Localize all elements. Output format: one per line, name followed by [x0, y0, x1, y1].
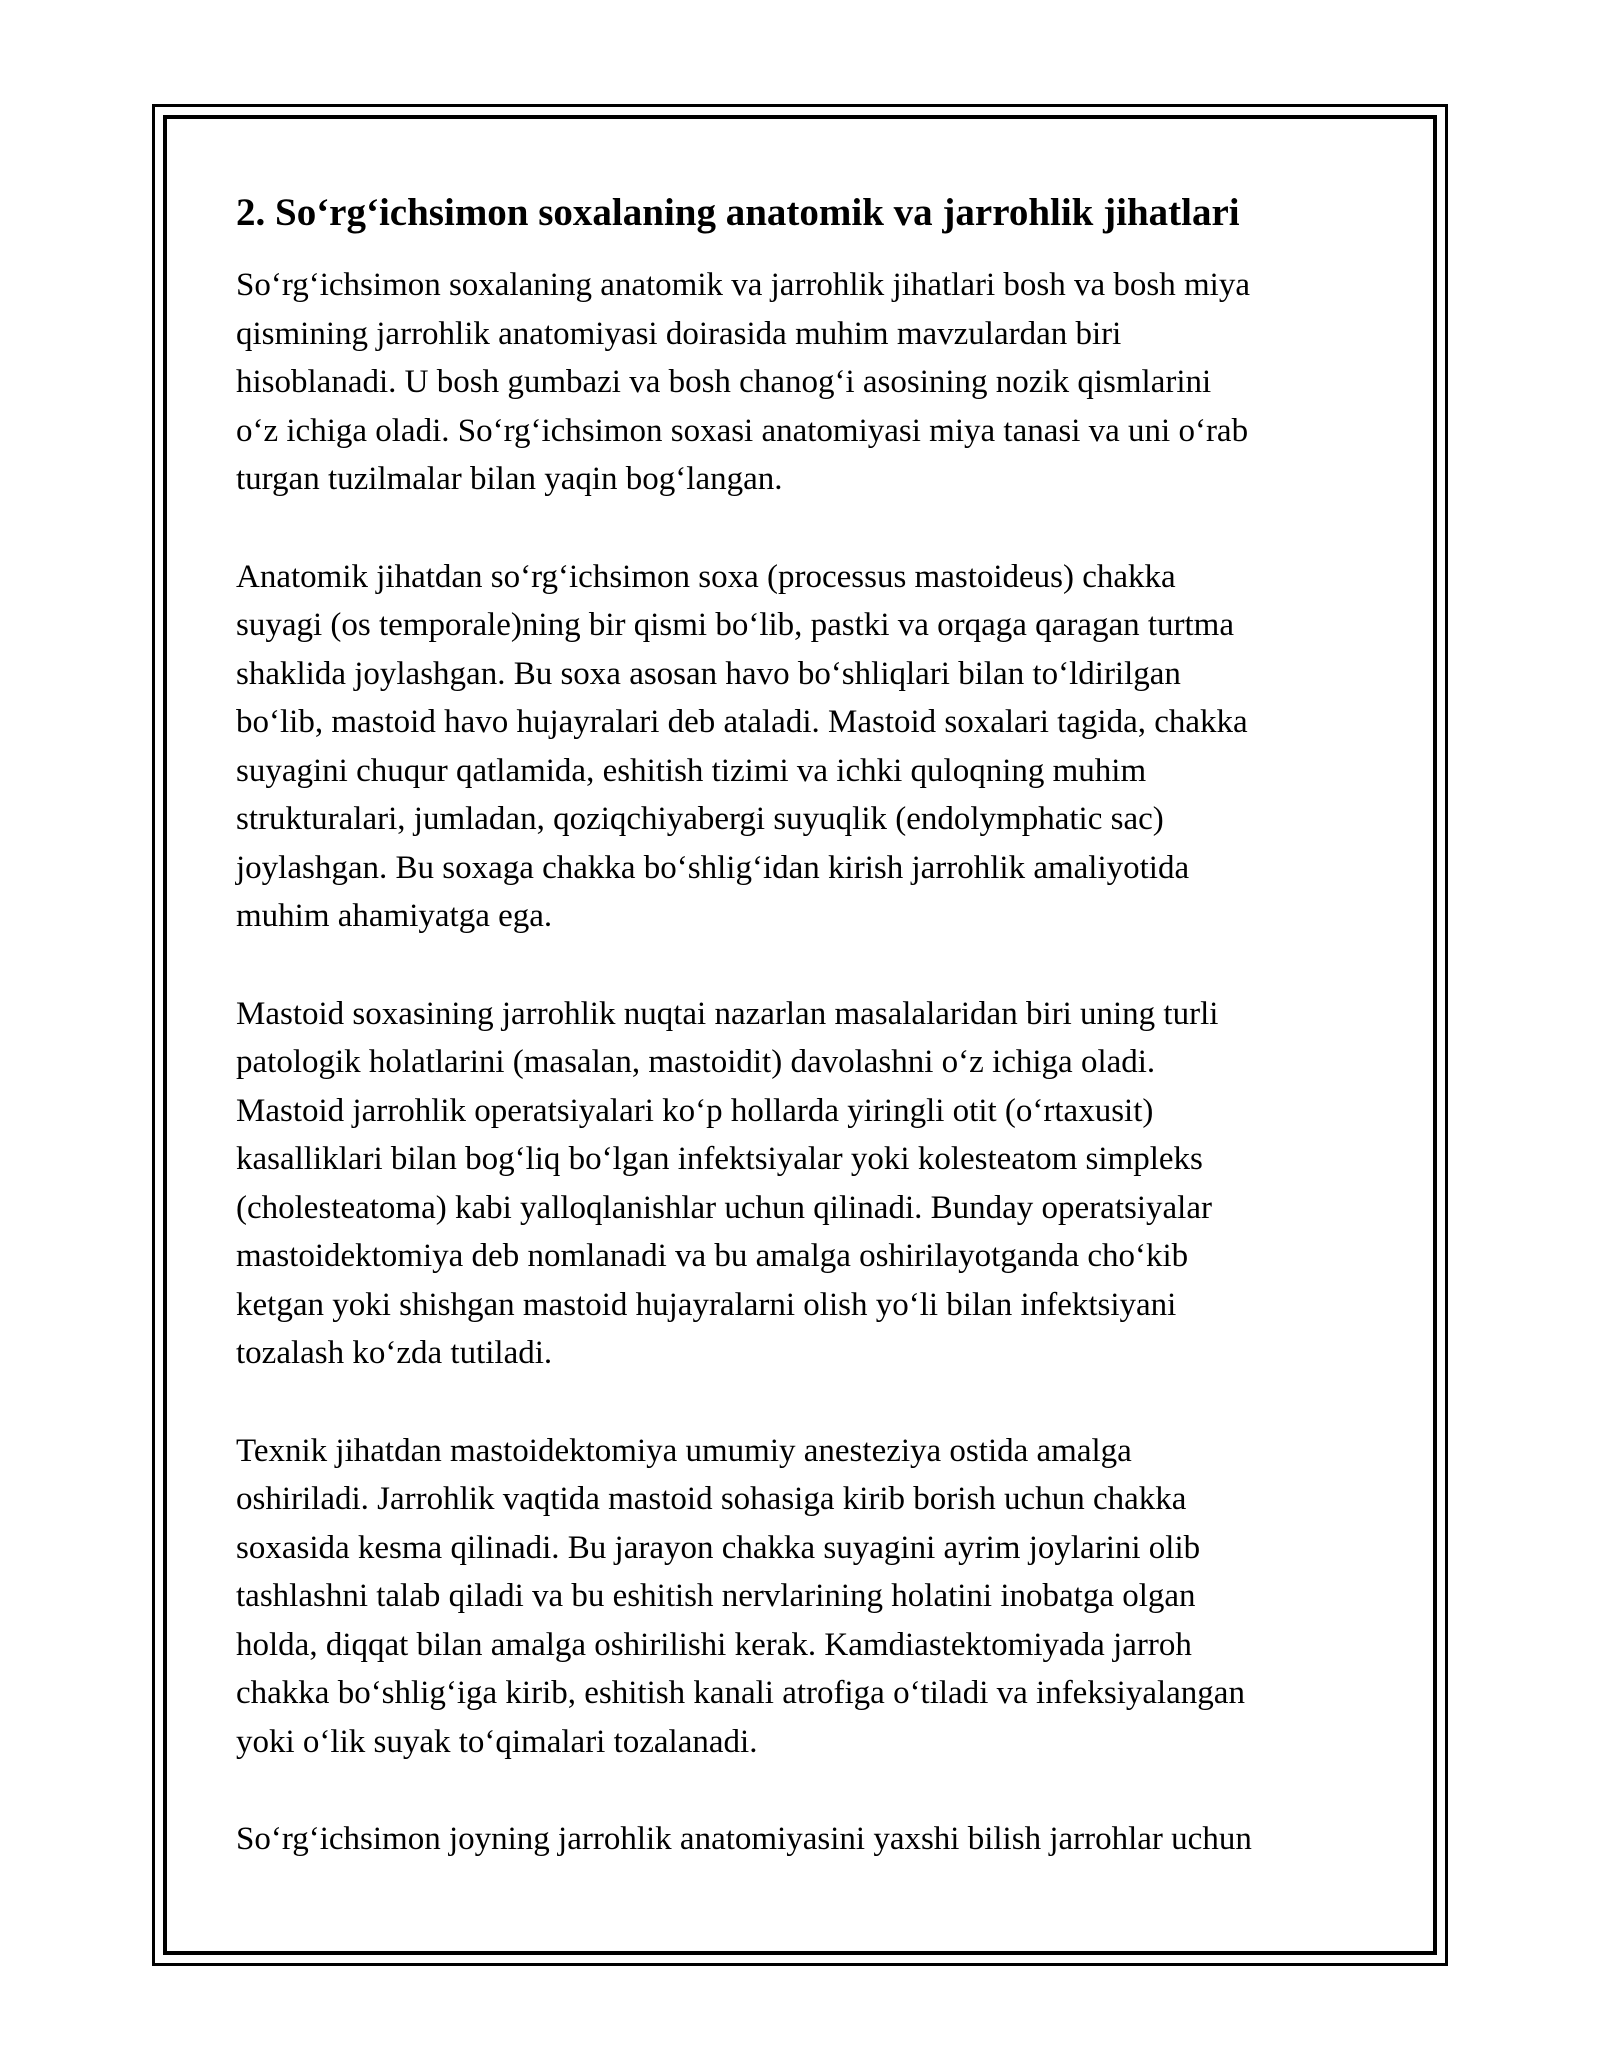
text-line: tashlashni talab qiladi va bu eshitish nervlarining holatini inobatga olgan	[236, 1578, 1196, 1614]
text-line: Mastoid jarrohlik operatsiyalari ko‘p hollarda yiringli otit (o‘rtaxusit)	[236, 1092, 1154, 1129]
text-line: (cholesteatoma) kabi yalloqlanishlar uchun qilinadi. Bunday operatsiyalar	[236, 1189, 1212, 1226]
text-line: So‘rg‘ichsimon joyning jarrohlik anatomiyasini yaxshi bilish jarrohlar uchun	[236, 1821, 1252, 1857]
text-line: turgan tuzilmalar bilan yaqin bog‘langan.	[236, 461, 783, 497]
paragraph-1	[236, 261, 1396, 504]
paragraph-4	[236, 1427, 1396, 1767]
text-line: suyagi (os temporale)ning bir qismi bo‘lib, pastki va orqaga qaragan turtma	[236, 607, 1234, 643]
paragraph-3	[236, 990, 1396, 1378]
text-line: joylashgan. Bu soxaga chakka bo‘shlig‘idan kirish jarrohlik amaliyotida	[236, 849, 1190, 886]
text-line: holda, diqqat bilan amalga oshirilishi kerak. Kamdiastektomiyada jarroh	[236, 1626, 1192, 1663]
text-line: qismining jarrohlik anatomiyasi doirasida muhim mavzulardan biri	[236, 315, 1122, 352]
text-line: hisoblanadi. U bosh gumbazi va bosh chanog‘i asosining nozik qismlarini	[236, 364, 1212, 400]
paragraph-5	[236, 1815, 1396, 1864]
text-line: o‘z ichiga oladi. So‘rg‘ichsimon soxasi anatomiyasi miya tanasi va uni o‘rab	[236, 412, 1249, 449]
text-line: soxasida kesma qilinadi. Bu jarayon chakka suyagini ayrim joylarini olib	[236, 1529, 1201, 1566]
text-line: muhim ahamiyatga ega.	[236, 898, 553, 934]
text-line: yoki o‘lik suyak to‘qimalari tozalanadi.	[236, 1723, 758, 1760]
text-line: Texnik jihatdan mastoidektomiya umumiy anesteziya ostida amalga	[236, 1432, 1132, 1469]
text-line: tozalash ko‘zda tutiladi.	[236, 1335, 553, 1371]
text-line: So‘rg‘ichsimon soxalaning anatomik va jarrohlik jihatlari bosh va bosh miya	[236, 267, 1250, 303]
text-line: bo‘lib, mastoid havo hujayralari deb ataladi. Mastoid soxalari tagida, chakka	[236, 704, 1248, 740]
paragraph-2	[236, 553, 1396, 941]
text-line: chakka bo‘shlig‘iga kirib, eshitish kanali atrofiga o‘tiladi va infeksiyalangan	[236, 1675, 1245, 1711]
text-line: mastoidektomiya deb nomlanadi va bu amalga oshirilayotganda cho‘kib	[236, 1238, 1189, 1274]
text-line: ketgan yoki shishgan mastoid hujayralarni olish yo‘li bilan infektsiyani	[236, 1286, 1177, 1323]
section-heading: 2. So‘rg‘ichsimon soxalaning anatomik va jarrohlik jihatlari	[236, 191, 1240, 234]
text-line: shaklida joylashgan. Bu soxa asosan havo bo‘shliqlari bilan to‘ldirilgan	[236, 655, 1181, 692]
text-line: strukturalari, jumladan, qoziqchiyabergi suyuqlik (endolymphatic sac)	[236, 801, 1164, 837]
document-body	[236, 185, 1396, 1913]
text-line: Mastoid soxasining jarrohlik nuqtai nazarlan masalalaridan biri uning turli	[236, 995, 1219, 1032]
text-line: patologik holatlarini (masalan, mastoidit) davolashni o‘z ichiga oladi.	[236, 1044, 1156, 1080]
text-line: kasalliklari bilan bog‘liq bo‘lgan infektsiyalar yoki kolesteatom simpleks	[236, 1141, 1203, 1177]
text-line: Anatomik jihatdan so‘rg‘ichsimon soxa (processus mastoideus) chakka	[236, 558, 1176, 595]
text-line: suyagini chuqur qatlamida, eshitish tizimi va ichki quloqning muhim	[236, 752, 1147, 789]
text-line: oshiriladi. Jarrohlik vaqtida mastoid sohasiga kirib borish uchun chakka	[236, 1481, 1187, 1517]
